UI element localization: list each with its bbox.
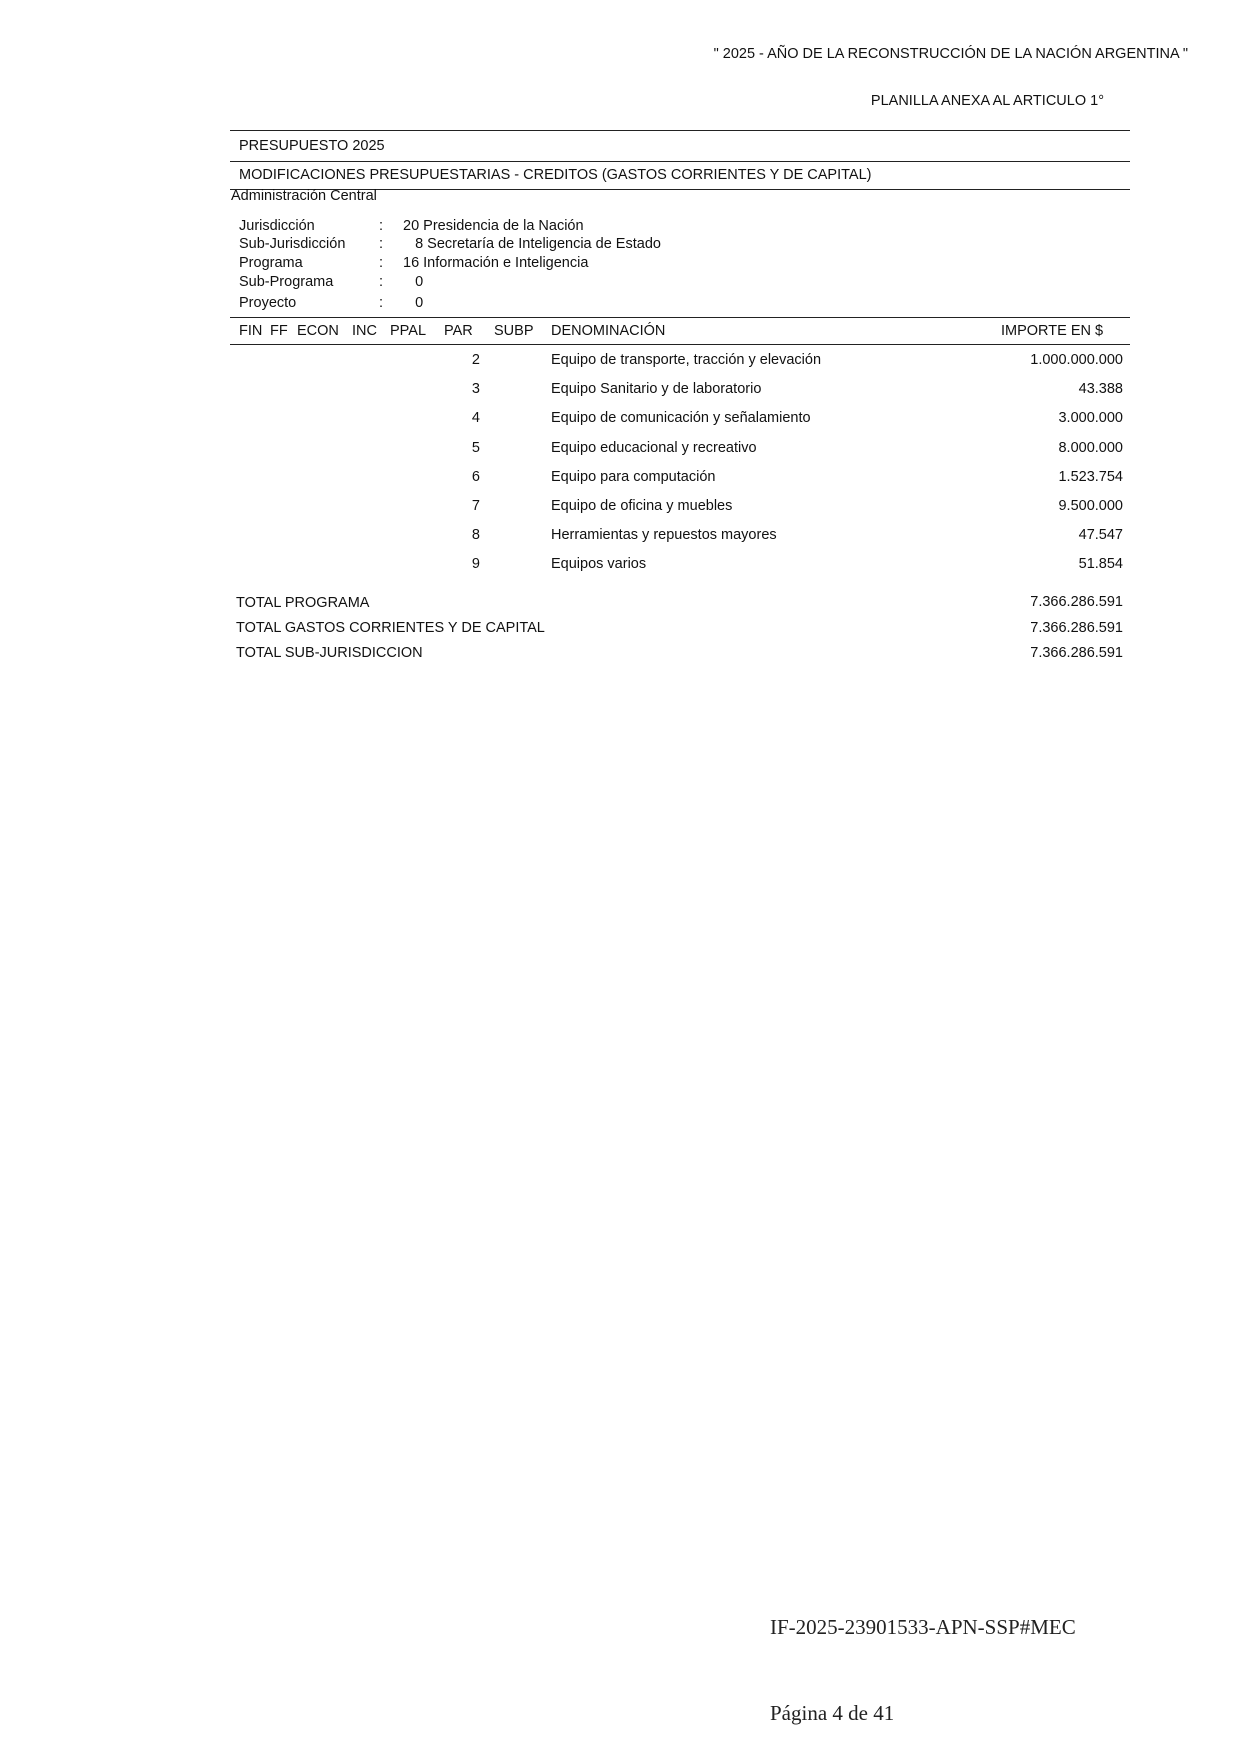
- total-value: 7.366.286.591: [1030, 645, 1123, 661]
- row-par: 8: [471, 527, 480, 543]
- row-denominacion: Equipo de transporte, tracción y elevación: [551, 352, 822, 368]
- row-denominacion: Equipos varios: [551, 556, 647, 572]
- col-subp: SUBP: [494, 323, 534, 339]
- row-importe: 51.854: [1078, 556, 1123, 572]
- row-importe: 47.547: [1078, 527, 1123, 543]
- row-par: 3: [471, 381, 480, 397]
- row-importe: 3.000.000: [1058, 410, 1123, 426]
- row-denominacion: Herramientas y repuestos mayores: [551, 527, 777, 543]
- row-par: 4: [471, 410, 480, 426]
- col-par: PAR: [444, 323, 473, 339]
- row-denominacion: Equipo de comunicación y señalamiento: [551, 410, 811, 426]
- meta-label: Proyecto: [239, 295, 297, 311]
- meta-label: Sub-Jurisdicción: [239, 236, 346, 252]
- total-label: TOTAL SUB-JURISDICCION: [236, 645, 423, 661]
- meta-label: Programa: [239, 255, 303, 271]
- meta-label: Jurisdicción: [239, 218, 315, 234]
- row-par: 5: [471, 440, 480, 456]
- meta-colon: :: [379, 218, 384, 234]
- divider-columns-top: [230, 317, 1130, 318]
- row-denominacion: Equipo de oficina y muebles: [551, 498, 733, 514]
- divider-columns-bottom: [230, 344, 1130, 345]
- meta-label: Sub-Programa: [239, 274, 334, 290]
- total-label: TOTAL PROGRAMA: [236, 595, 370, 611]
- budget-title: PRESUPUESTO 2025: [239, 138, 385, 154]
- divider-budget: [230, 161, 1130, 162]
- col-importe: IMPORTE EN $: [1001, 323, 1104, 339]
- row-denominacion: Equipo educacional y recreativo: [551, 440, 757, 456]
- col-ff: FF: [270, 323, 288, 339]
- col-inc: INC: [352, 323, 377, 339]
- meta-colon: :: [379, 255, 384, 271]
- total-label: TOTAL GASTOS CORRIENTES Y DE CAPITAL: [236, 620, 545, 636]
- meta-colon: :: [379, 236, 384, 252]
- col-fin: FIN: [239, 323, 263, 339]
- meta-value: 8 Secretaría de Inteligencia de Estado: [403, 236, 661, 252]
- total-value: 7.366.286.591: [1030, 620, 1123, 636]
- row-importe: 1.000.000.000: [1030, 352, 1123, 368]
- meta-value: 0: [403, 274, 424, 290]
- section-title: MODIFICACIONES PRESUPUESTARIAS - CREDITOS (GASTOS CORRIENTES Y DE CAPITAL): [239, 167, 872, 183]
- row-importe: 9.500.000: [1058, 498, 1123, 514]
- administration-label: Administración Central: [231, 188, 377, 204]
- row-par: 9: [471, 556, 480, 572]
- total-value: 7.366.286.591: [1030, 594, 1123, 610]
- row-denominacion: Equipo Sanitario y de laboratorio: [551, 381, 762, 397]
- row-par: 6: [471, 469, 480, 485]
- document-id: IF-2025-23901533-APN-SSP#MEC: [770, 1615, 1076, 1639]
- row-importe: 8.000.000: [1058, 440, 1123, 456]
- row-importe: 43.388: [1078, 381, 1123, 397]
- divider-top: [230, 130, 1130, 131]
- row-par: 2: [471, 352, 480, 368]
- header-motto: " 2025 - AÑO DE LA RECONSTRUCCIÓN DE LA NACIÓN ARGENTINA ": [713, 46, 1188, 62]
- col-econ: ECON: [297, 323, 339, 339]
- col-denominacion: DENOMINACIÓN: [551, 323, 666, 339]
- page-number: Página 4 de 41: [770, 1701, 895, 1725]
- meta-value: 0: [403, 295, 424, 311]
- row-importe: 1.523.754: [1058, 469, 1123, 485]
- col-ppal: PPAL: [390, 323, 427, 339]
- meta-colon: :: [379, 274, 384, 290]
- row-par: 7: [471, 498, 480, 514]
- row-denominacion: Equipo para computación: [551, 469, 716, 485]
- meta-value: 16 Información e Inteligencia: [403, 255, 589, 271]
- meta-value: 20 Presidencia de la Nación: [403, 218, 584, 234]
- meta-colon: :: [379, 295, 384, 311]
- annex-title: PLANILLA ANEXA AL ARTICULO 1°: [870, 93, 1104, 109]
